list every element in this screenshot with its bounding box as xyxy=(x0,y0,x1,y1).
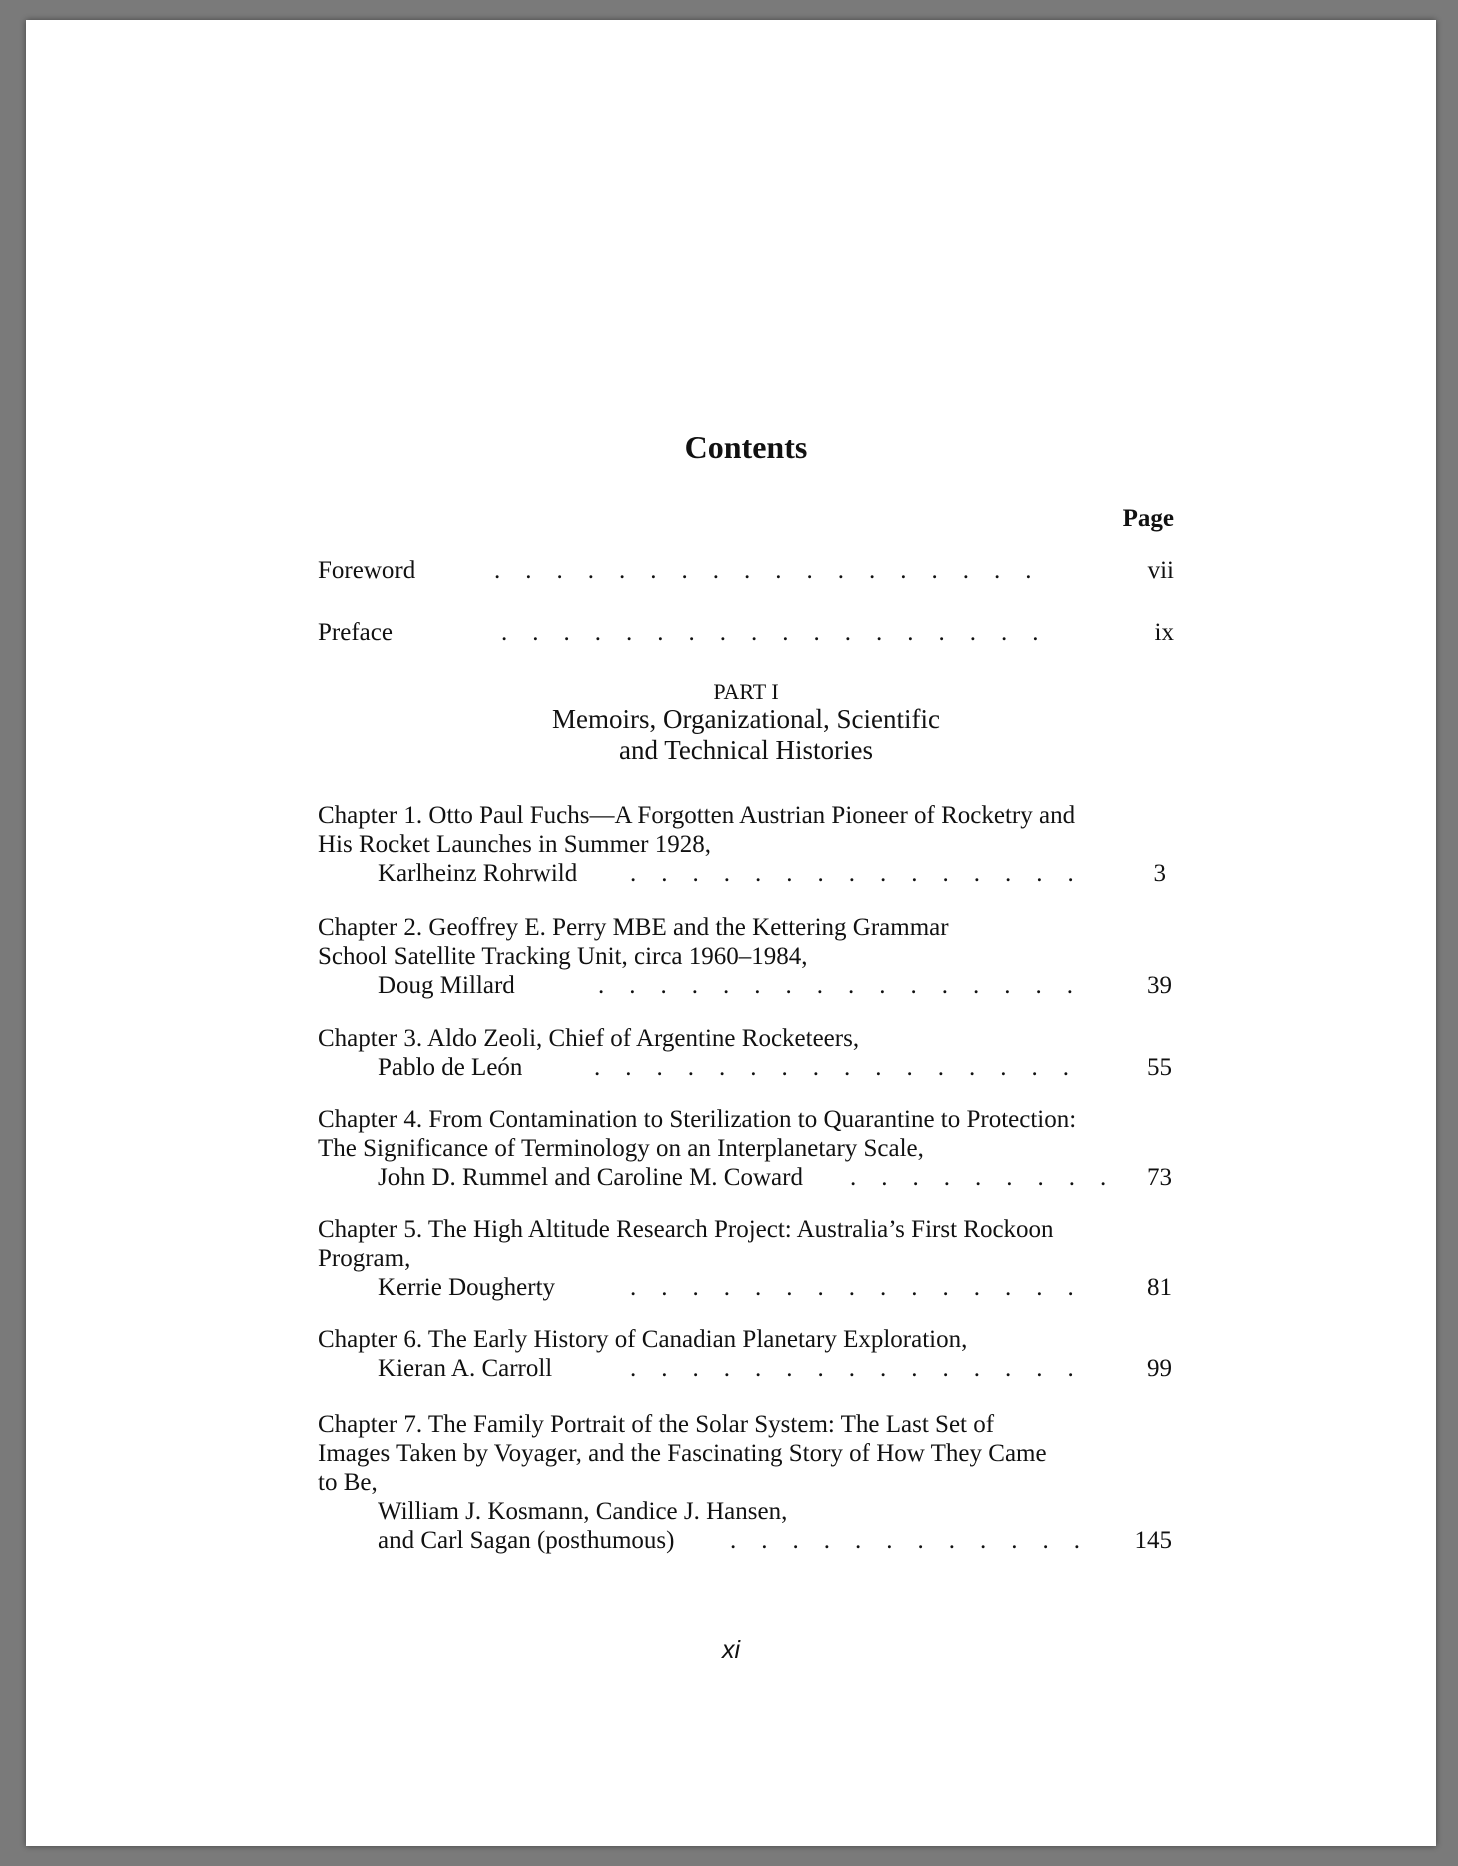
toc-entry-chapter-7[interactable] xyxy=(318,1410,1174,1555)
chapter-title-line: Images Taken by Voyager, and the Fascinating Story of How They Came xyxy=(318,1440,1047,1467)
chapter-author: Kieran A. Carroll xyxy=(378,1355,553,1382)
chapter-author-row xyxy=(318,1526,1174,1555)
chapter-author-row xyxy=(318,971,1174,1000)
dot-leader: . . . . . . . . . . . . . . . . . . xyxy=(501,619,1039,646)
dot-leader: . . . . . . . . . . . . xyxy=(730,1527,1080,1554)
page-number: xi xyxy=(721,1636,741,1664)
chapter-title-line: Chapter 3. Aldo Zeoli, Chief of Argentine Rocketeers, xyxy=(318,1025,860,1052)
chapter-author: and Carl Sagan (posthumous) xyxy=(378,1527,675,1554)
toc-entry-page: 3 xyxy=(1153,860,1166,887)
toc-entry-chapter-5[interactable] xyxy=(318,1215,1174,1302)
chapter-title-line: School Satellite Tracking Unit, circa 1960–1984, xyxy=(318,943,808,970)
chapter-author: John D. Rummel and Caroline M. Coward xyxy=(378,1164,803,1191)
chapter-author: Karlheinz Rohrwild xyxy=(378,860,578,887)
toc-entry-label: Preface xyxy=(318,619,393,646)
chapter-title-line: Chapter 4. From Contamination to Sterilization to Quarantine to Protection: xyxy=(318,1106,1077,1133)
chapter-title-line: Chapter 2. Geoffrey E. Perry MBE and the Kettering Grammar xyxy=(318,914,949,941)
part-title xyxy=(318,704,1174,766)
chapter-author: Pablo de León xyxy=(378,1054,523,1081)
chapter-title-line: The Significance of Terminology on an Interplanetary Scale, xyxy=(318,1135,924,1162)
chapter-title-line: His Rocket Launches in Summer 1928, xyxy=(318,831,711,858)
toc-entry-preface[interactable] xyxy=(318,618,1174,647)
toc-entry-page: vii xyxy=(1147,557,1174,584)
chapter-title-line: Chapter 6. The Early History of Canadian Planetary Exploration, xyxy=(318,1326,968,1353)
dot-leader: . . . . . . . . . . . . . . . . xyxy=(594,1054,1069,1081)
chapter-author-row xyxy=(318,1354,1174,1383)
dot-leader: . . . . . . . . . xyxy=(850,1164,1107,1191)
toc-entry-chapter-6[interactable] xyxy=(318,1325,1174,1383)
dot-leader: . . . . . . . . . . . . . . . xyxy=(630,860,1074,887)
chapter-author-row xyxy=(318,1497,1174,1526)
part-label: PART I xyxy=(713,679,779,704)
part-title-line: and Technical Histories xyxy=(618,735,874,765)
chapter-author-row xyxy=(318,1053,1174,1082)
toc-entry-page: 55 xyxy=(1147,1054,1172,1081)
toc-entry-page: 145 xyxy=(1134,1527,1172,1554)
chapter-title-line: to Be, xyxy=(318,1469,378,1496)
dot-leader: . . . . . . . . . . . . . . . . xyxy=(598,972,1073,999)
chapter-title-line: Program, xyxy=(318,1245,411,1272)
toc-entry-page: 39 xyxy=(1147,972,1172,999)
toc-entry-page: 73 xyxy=(1147,1164,1172,1191)
chapter-author-row xyxy=(318,1163,1174,1192)
toc-entry-chapter-4[interactable] xyxy=(318,1105,1174,1192)
chapter-author: Doug Millard xyxy=(378,972,515,999)
document-page xyxy=(26,20,1436,1846)
chapter-author-row xyxy=(318,859,1174,888)
chapter-author: William J. Kosmann, Candice J. Hansen, xyxy=(378,1498,788,1525)
toc-entry-page: 81 xyxy=(1147,1274,1172,1301)
toc-entry-chapter-3[interactable] xyxy=(318,1024,1174,1082)
dot-leader: . . . . . . . . . . . . . . . xyxy=(630,1274,1074,1301)
toc-entry-foreword[interactable] xyxy=(318,556,1174,585)
chapter-title-line: Chapter 1. Otto Paul Fuchs—A Forgotten Austrian Pioneer of Rocketry and xyxy=(318,802,1076,829)
chapter-author-row xyxy=(318,1273,1174,1302)
part-title-line: Memoirs, Organizational, Scientific xyxy=(552,704,940,734)
toc-entry-page: ix xyxy=(1154,619,1174,646)
toc-entry-label: Foreword xyxy=(318,557,416,584)
dot-leader: . . . . . . . . . . . . . . . . . . xyxy=(494,557,1032,584)
toc-entry-chapter-1[interactable] xyxy=(318,801,1174,888)
dot-leader: . . . . . . . . . . . . . . . xyxy=(630,1355,1074,1382)
chapter-author: Kerrie Dougherty xyxy=(378,1274,556,1301)
chapter-title-line: Chapter 7. The Family Portrait of the Solar System: The Last Set of xyxy=(318,1411,995,1438)
toc-entry-chapter-2[interactable] xyxy=(318,913,1174,1000)
page-column-heading: Page xyxy=(1122,505,1174,532)
toc-entry-page: 99 xyxy=(1147,1355,1172,1382)
page-title: Contents xyxy=(684,429,808,465)
chapter-title-line: Chapter 5. The High Altitude Research Project: Australia’s First Rockoon xyxy=(318,1216,1054,1243)
